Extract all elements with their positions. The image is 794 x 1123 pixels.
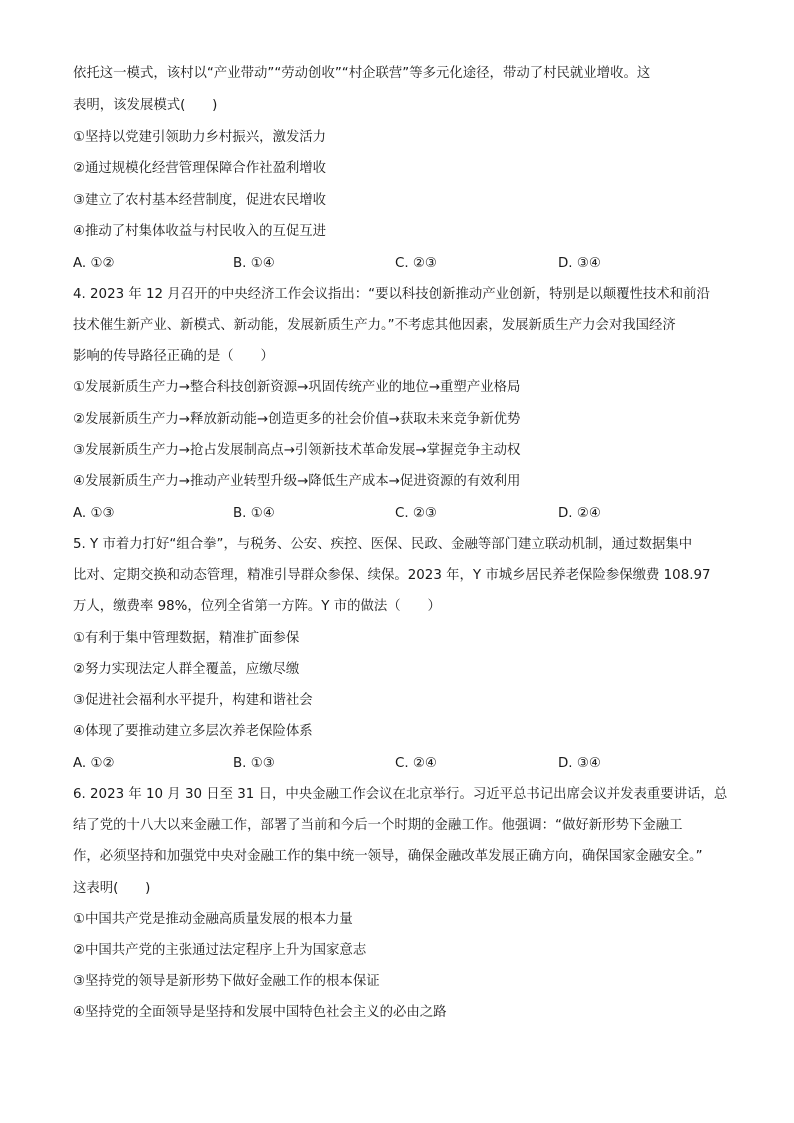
question-stem-line: 比对、定期交换和动态管理，精准引导群众参保、续保。2023 年，Y 市城乡居民养老保险参保缴费 108.97	[73, 568, 711, 583]
option-c: C. ②③	[395, 256, 437, 271]
question-stem-line: 影响的传导路径正确的是（ ）	[73, 349, 274, 364]
option-b: B. ①③	[233, 756, 275, 771]
statement-2: ②发展新质生产力→释放新动能→创造更多的社会价值→获取未来竞争新优势	[73, 412, 521, 427]
statement-3: ③发展新质生产力→抢占发展制高点→引领新技术革命发展→掌握竞争主动权	[73, 443, 521, 458]
option-b: B. ①④	[233, 506, 275, 521]
option-d: D. ③④	[558, 256, 601, 271]
answer-options	[73, 254, 733, 274]
statement-4: ④体现了要推动建立多层次养老保险体系	[73, 724, 313, 739]
question-stem-line: 结了党的十八大以来金融工作，部署了当前和今后一个时期的金融工作。他强调：“做好新形势下金融工	[73, 818, 683, 833]
statement-2: ②中国共产党的主张通过法定程序上升为国家意志	[73, 943, 367, 958]
question-stem-line: 这表明( )	[73, 881, 151, 896]
statement-2: ②通过规模化经营管理保障合作社盈利增收	[73, 161, 327, 176]
option-d: D. ②④	[558, 506, 601, 521]
answer-options	[73, 754, 733, 774]
question-stem-line: 5. Y 市着力打好“组合拳”，与税务、公安、疾控、医保、民政、金融等部门建立联动机制，通过数据集中	[73, 537, 693, 552]
statement-1: ①发展新质生产力→整合科技创新资源→巩固传统产业的地位→重塑产业格局	[73, 380, 521, 395]
option-a: A. ①③	[73, 506, 115, 521]
question-stem-line: 作，必须坚持和加强党中央对金融工作的集中统一领导，确保金融改革发展正确方向，确保国家金融安全。”	[73, 849, 703, 864]
option-a: A. ①②	[73, 256, 115, 271]
statement-3: ③促进社会福利水平提升，构建和谐社会	[73, 693, 313, 708]
answer-options	[73, 504, 733, 524]
question-stem-line: 表明，该发展模式( )	[73, 98, 218, 113]
option-c: C. ②③	[395, 506, 437, 521]
statement-1: ①坚持以党建引领助力乡村振兴，激发活力	[73, 130, 327, 145]
statement-1: ①有利于集中管理数据，精准扩面参保	[73, 631, 300, 646]
option-a: A. ①②	[73, 756, 115, 771]
option-c: C. ②④	[395, 756, 437, 771]
statement-4: ④推动了村集体收益与村民收入的互促互进	[73, 224, 327, 239]
statement-2: ②努力实现法定人群全覆盖，应缴尽缴	[73, 662, 300, 677]
option-b: B. ①④	[233, 256, 275, 271]
statement-3: ③建立了农村基本经营制度，促进农民增收	[73, 193, 327, 208]
statement-4: ④发展新质生产力→推动产业转型升级→降低生产成本→促进资源的有效利用	[73, 474, 521, 489]
statement-4: ④坚持党的全面领导是坚持和发展中国特色社会主义的必由之路	[73, 1005, 447, 1020]
statement-1: ①中国共产党是推动金融高质量发展的根本力量	[73, 912, 353, 927]
question-stem-line: 技术催生新产业、新模式、新动能，发展新质生产力。”不考虑其他因素，发展新质生产力会对我国经济	[73, 318, 676, 333]
statement-3: ③坚持党的领导是新形势下做好金融工作的根本保证	[73, 974, 380, 989]
option-d: D. ③④	[558, 756, 601, 771]
question-stem-line: 依托这一模式，该村以“产业带动”“劳动创收”“村企联营”等多元化途径，带动了村民就业增收。这	[73, 66, 651, 81]
question-stem-line: 万人，缴费率 98%，位列全省第一方阵。Y 市的做法（ ）	[73, 599, 441, 614]
question-stem-line: 6. 2023 年 10 月 30 日至 31 日，中央金融工作会议在北京举行。习近平总书记出席会议并发表重要讲话，总	[73, 787, 728, 802]
question-stem-line: 4. 2023 年 12 月召开的中央经济工作会议指出：“要以科技创新推动产业创新，特别是以颠覆性技术和前沿	[73, 287, 710, 302]
